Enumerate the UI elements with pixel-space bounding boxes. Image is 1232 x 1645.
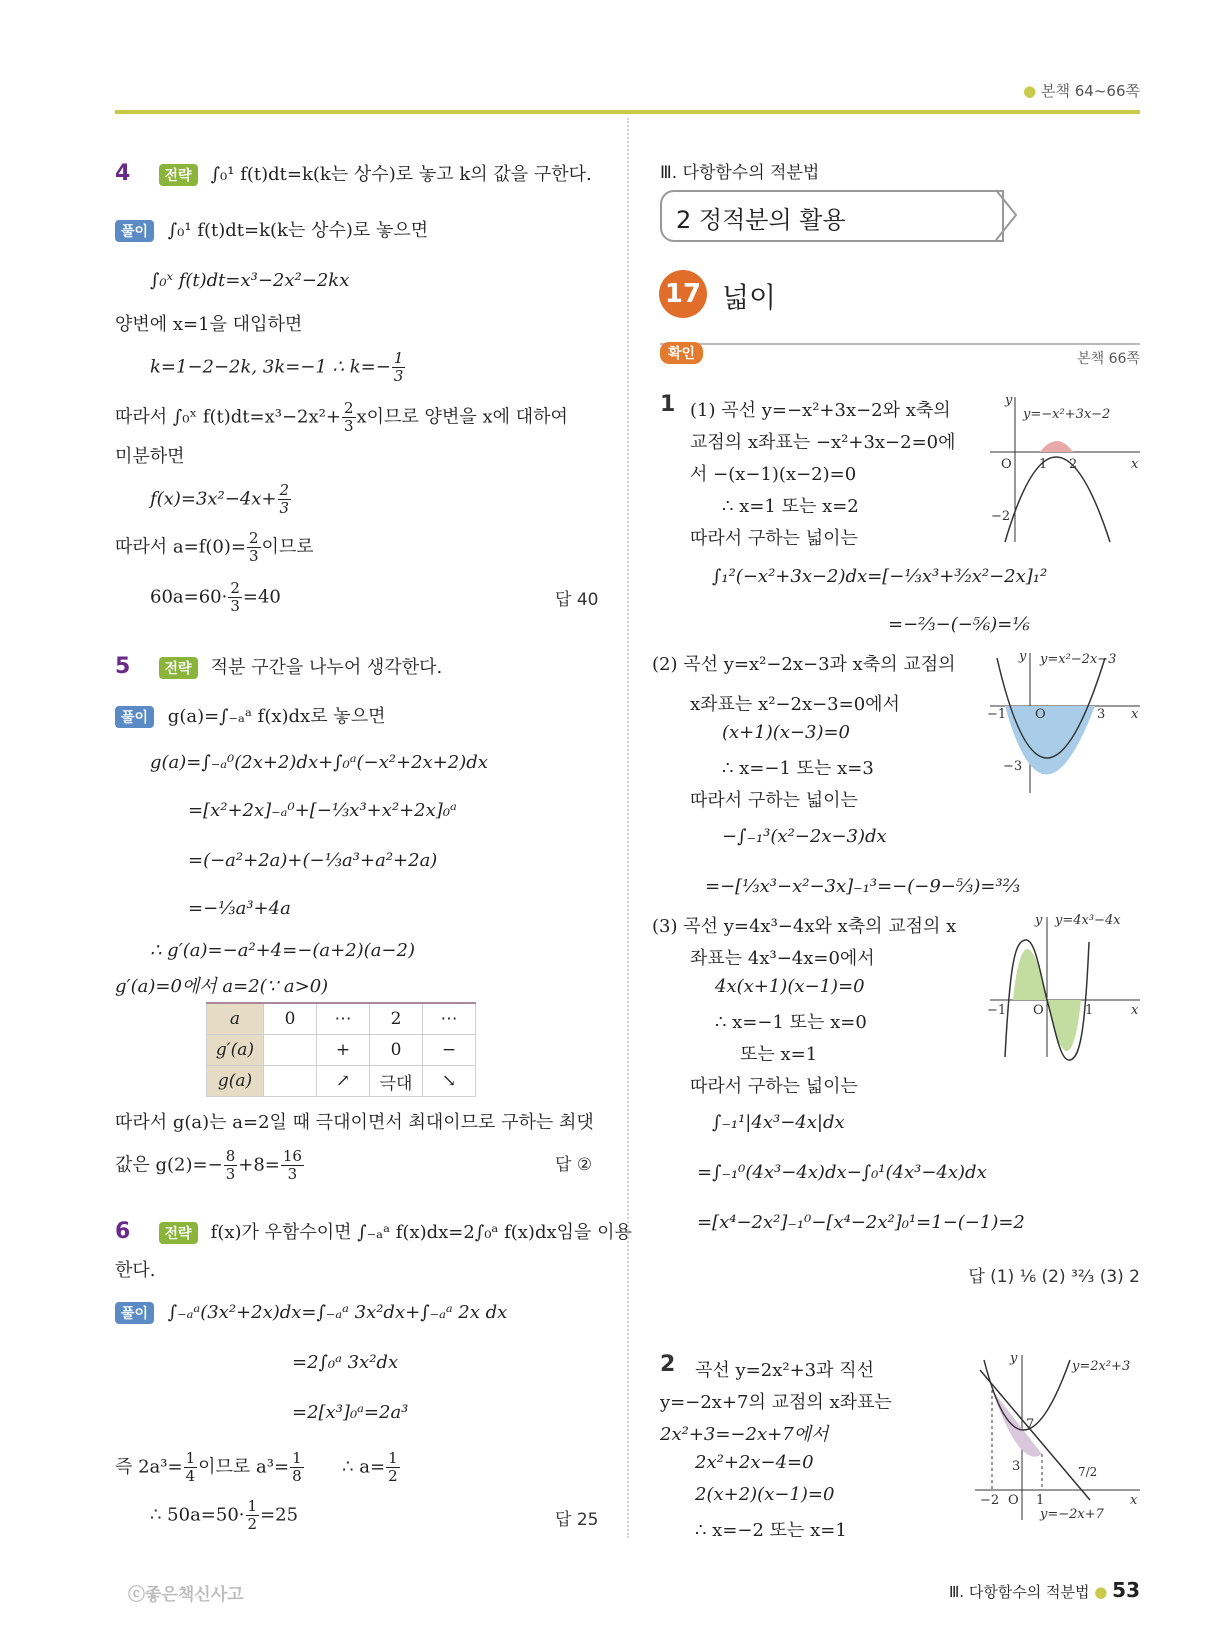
problem-number: 6	[115, 1219, 131, 1244]
fraction: $\frac{2}{3}$	[343, 399, 354, 435]
svg-text:O: O	[1001, 457, 1012, 472]
copyright: ⓒ좋은책신사고	[128, 1585, 244, 1605]
fraction: $\frac{1}{8}$	[292, 1449, 302, 1485]
svg-text:y: y	[1035, 913, 1043, 928]
text-line: (3) 곡선 y=4x³−4x와 x축의 교점의 x	[652, 916, 957, 937]
strategy-tag: 전략	[159, 657, 198, 679]
page-number: 53	[1112, 1578, 1140, 1602]
problem-number: 4	[115, 161, 131, 186]
math-line: k=1−2−2k, 3k=−1 ∴ k=− $\frac{1}{3}$	[150, 349, 404, 385]
math-line: ∫₋₁¹|4x³−4x|dx	[712, 1112, 845, 1133]
fraction: $\frac{1}{3}$	[393, 349, 404, 385]
table-header: 2	[370, 1003, 423, 1035]
svg-text:3: 3	[1012, 1459, 1021, 1474]
problem-5-strategy	[115, 653, 442, 679]
strategy-text: 적분 구간을 나누어 생각한다.	[210, 657, 443, 678]
math-line: =−⅔−(−⅚)=⅙	[888, 614, 1030, 635]
math-line: =(−a²+2a)+(−⅓a³+a²+2a)	[188, 850, 438, 871]
graph-label: y=−2x+7	[1040, 1507, 1104, 1522]
svg-text:−2: −2	[980, 1493, 1000, 1508]
fraction: $\frac{1}{2}$	[388, 1449, 398, 1485]
svg-text:y: y	[1005, 393, 1013, 408]
fraction: $\frac{2}{3}$	[279, 481, 290, 517]
svg-text:x: x	[1131, 1003, 1139, 1018]
math-line: ∴ 50a=50· $\frac{1}{2}$ =25	[150, 1497, 299, 1533]
math-line: 2(x+2)(x−1)=0	[695, 1484, 835, 1505]
problem-5-solution-line: 풀이 g(a)=∫₋ₐᵃ f(x)dx로 놓으면	[115, 702, 385, 728]
svg-text:x: x	[1131, 457, 1139, 472]
math-line: 4x(x+1)(x−1)=0	[715, 976, 865, 997]
svg-text:O: O	[1008, 1493, 1019, 1508]
graph-label: y=−x²+3x−2	[1023, 407, 1111, 422]
svg-text:y: y	[1010, 1351, 1018, 1366]
text-line: 좌표는 4x³−4x=0에서	[690, 948, 875, 969]
solution-tag: 풀이	[115, 706, 154, 728]
svg-text:x: x	[1131, 707, 1139, 722]
text-line: 즉 2a³= $\frac{1}{4}$ 이므로 a³= $\frac{1}{8}$ ∴ a= $\frac{1}{2}$	[115, 1449, 398, 1485]
section-arrow-icon	[994, 188, 1020, 242]
text-line: 미분하면	[115, 446, 185, 467]
text-line: 따라서 구하는 넓이는	[690, 1076, 858, 1097]
problem-number: 1	[660, 392, 676, 417]
text-line: x좌표는 x²−2x−3=0에서	[690, 694, 900, 715]
table-cell: g′(a)	[207, 1035, 264, 1066]
text-line: y=−2x+7의 교점의 x좌표는	[660, 1392, 892, 1413]
sign-table	[206, 1002, 476, 1097]
math-line: =2∫₀ᵃ 3x²dx	[292, 1352, 399, 1373]
table-header: 0	[264, 1003, 317, 1035]
table-header: ⋯	[423, 1003, 476, 1035]
math-line: =[x⁴−2x²]₋₁⁰−[x⁴−2x²]₀¹=1−(−1)=2	[697, 1212, 1025, 1233]
svg-text:3: 3	[1097, 707, 1106, 722]
text-line: ∴ x=−1 또는 x=0	[715, 1012, 867, 1033]
solution-tag: 풀이	[115, 220, 154, 242]
problem-6-strategy	[115, 1218, 632, 1244]
text-line: 따라서 a=f(0)= $\frac{2}{3}$ 이므로	[115, 529, 314, 565]
footer-chapter: Ⅲ. 다항함수의 적분법 ● 53	[948, 1578, 1140, 1602]
answer: 답 25	[555, 1510, 599, 1530]
svg-text:2: 2	[1069, 457, 1078, 472]
answer: 답 (1) ⅙ (2) ³²⁄₃ (3) 2	[968, 1267, 1140, 1287]
math-line: (x+1)(x−3)=0	[722, 722, 850, 743]
graph-4	[970, 1350, 1145, 1525]
svg-text:1: 1	[1039, 457, 1048, 472]
math-line: ∫₁²(−x²+3x−2)dx=[−⅓x³+³⁄₂x²−2x]₁²	[712, 566, 1048, 587]
math-line: 60a=60· $\frac{2}{3}$ =40	[150, 579, 281, 615]
table-cell: 0	[370, 1035, 423, 1066]
math-line: =[x²+2x]₋ₐ⁰+[−⅓x³+x²+2x]₀ᵃ	[188, 800, 457, 821]
answer: 답 ②	[555, 1155, 593, 1175]
graph-label: y=4x³−4x	[1055, 913, 1121, 928]
svg-text:−3: −3	[1003, 759, 1023, 774]
math-line: 2x²+3=−2x+7에서	[660, 1424, 829, 1445]
text-line: 곡선 y=2x²+3과 직선	[695, 1360, 874, 1381]
svg-text:−1: −1	[987, 1003, 1007, 1018]
text-line: (2) 곡선 y=x²−2x−3과 x축의 교점의	[652, 654, 956, 675]
svg-text:x: x	[1130, 1493, 1138, 1508]
svg-text:−2: −2	[991, 509, 1011, 524]
unit-title: 넓이	[722, 281, 777, 314]
math-line: =−[⅓x³−x²−3x]₋₁³=−(−9−⁵⁄₃)=³²⁄₃	[705, 876, 1021, 897]
graph-3	[985, 912, 1145, 1062]
svg-text:O: O	[1033, 1003, 1044, 1018]
text-line: 서 −(x−1)(x−2)=0	[690, 464, 857, 485]
problem-number: 5	[115, 654, 131, 679]
text-line: 한다.	[115, 1260, 156, 1281]
table-cell: 극대	[370, 1066, 423, 1097]
check-header	[660, 342, 711, 364]
svg-text:7/2: 7/2	[1078, 1465, 1098, 1479]
text-line: 따라서 g(a)는 a=2일 때 극대이면서 최대이므로 구하는 최댓	[115, 1112, 594, 1133]
math-line: 2x²+2x−4=0	[695, 1452, 814, 1473]
text-line: ∴ x=−2 또는 x=1	[695, 1520, 847, 1541]
problem-4-strategy	[115, 160, 592, 186]
solution-tag: 풀이	[115, 1302, 154, 1324]
math-line: g(a)=∫₋ₐ⁰(2x+2)dx+∫₀ᵃ(−x²+2x+2)dx	[150, 752, 488, 773]
svg-text:1: 1	[1036, 1493, 1045, 1508]
bullet-dot-icon: ●	[1023, 82, 1037, 100]
table-cell: ↘	[423, 1066, 476, 1097]
math-line: =2[x³]₀ᵃ=2a³	[292, 1402, 409, 1423]
section-title: 2 정적분의 활용	[676, 206, 846, 234]
math-line: =∫₋₁⁰(4x³−4x)dx−∫₀¹(4x³−4x)dx	[697, 1162, 987, 1183]
math-line: g′(a)=0에서 a=2(∵ a>0)	[115, 976, 329, 997]
svg-text:1: 1	[1085, 1003, 1094, 1018]
check-page-ref: 본책 66쪽	[1077, 351, 1140, 367]
text-line: 따라서 ∫₀ˣ f(t)dt=x³−2x²+ $\frac{2}{3}$ x이므로 양변을 x에 대하여	[115, 399, 568, 435]
fraction: $\frac{1}{4}$	[185, 1449, 196, 1485]
check-rule	[660, 343, 1140, 345]
table-cell: g(a)	[207, 1066, 264, 1097]
table-header: a	[207, 1003, 264, 1035]
text-line: 값은 g(2)=− $\frac{8}{3}$ +8= $\frac{16}{3}$	[115, 1147, 302, 1183]
fraction: $\frac{16}{3}$	[282, 1147, 302, 1183]
table-cell: −	[423, 1035, 476, 1066]
fraction: $\frac{2}{3}$	[248, 529, 259, 565]
fraction: $\frac{1}{2}$	[247, 1497, 258, 1533]
text-line: 따라서 구하는 넓이는	[690, 790, 858, 811]
strategy-tag: 전략	[159, 1222, 198, 1244]
text-line: ∴ x=1 또는 x=2	[722, 496, 859, 517]
column-divider	[627, 118, 629, 1538]
svg-text:−1: −1	[987, 707, 1007, 722]
graph-1	[985, 392, 1145, 547]
strategy-text: f(x)가 우함수이면 ∫₋ₐᵃ f(x)dx=2∫₀ᵃ f(x)dx임을 이용	[210, 1222, 632, 1243]
table-cell	[264, 1035, 317, 1066]
svg-text:7: 7	[1026, 1417, 1035, 1432]
math-line: ∫₀ˣ f(t)dt=x³−2x²−2kx	[150, 270, 350, 291]
fraction: $\frac{2}{3}$	[230, 579, 240, 615]
chapter-title: Ⅲ. 다항함수의 적분법	[660, 163, 820, 183]
text-line: 양변에 x=1을 대입하면	[115, 314, 303, 335]
problem-number: 2	[660, 1352, 676, 1377]
text-line: 교점의 x좌표는 −x²+3x−2=0에	[690, 432, 956, 453]
check-tag: 확인	[660, 342, 703, 364]
math-line: =−⅓a³+4a	[188, 898, 291, 919]
graph-label: y=x²−2x−3	[1040, 652, 1117, 667]
bullet-dot-icon: ●	[1094, 1583, 1113, 1601]
problem-6-solution-line: 풀이 ∫₋ₐᵃ(3x²+2x)dx=∫₋ₐᵃ 3x²dx+∫₋ₐᵃ 2x dx	[115, 1302, 507, 1324]
table-cell: ↗	[317, 1066, 370, 1097]
svg-text:O: O	[1035, 707, 1046, 722]
text-line: ∴ x=−1 또는 x=3	[722, 758, 874, 779]
page-range: ● 본책 64~66쪽	[1023, 82, 1140, 100]
math-line: −∫₋₁³(x²−2x−3)dx	[722, 826, 887, 847]
strategy-tag: 전략	[159, 164, 198, 186]
graph-label: y=2x²+3	[1072, 1359, 1131, 1374]
strategy-text: ∫₀¹ f(t)dt=k(k는 상수)로 놓고 k의 값을 구한다.	[210, 164, 592, 185]
svg-text:y: y	[1019, 649, 1027, 664]
graph-2	[985, 648, 1145, 798]
text-line: 따라서 구하는 넓이는	[690, 528, 858, 549]
fraction: $\frac{8}{3}$	[225, 1147, 236, 1183]
unit-number-badge: 17	[659, 270, 707, 318]
table-header: ⋯	[317, 1003, 370, 1035]
math-line: ∴ g′(a)=−a²+4=−(a+2)(a−2)	[150, 940, 415, 961]
header-rule	[115, 110, 1140, 114]
table-cell	[264, 1066, 317, 1097]
table-cell: +	[317, 1035, 370, 1066]
math-line: f(x)=3x²−4x+ $\frac{2}{3}$	[150, 481, 290, 517]
section-box	[660, 190, 1004, 242]
problem-4-solution-line: 풀이 ∫₀¹ f(t)dt=k(k는 상수)로 놓으면	[115, 216, 428, 242]
text-line: (1) 곡선 y=−x²+3x−2와 x축의	[690, 400, 951, 421]
text-line: 또는 x=1	[740, 1044, 818, 1065]
answer: 답 40	[555, 590, 599, 610]
